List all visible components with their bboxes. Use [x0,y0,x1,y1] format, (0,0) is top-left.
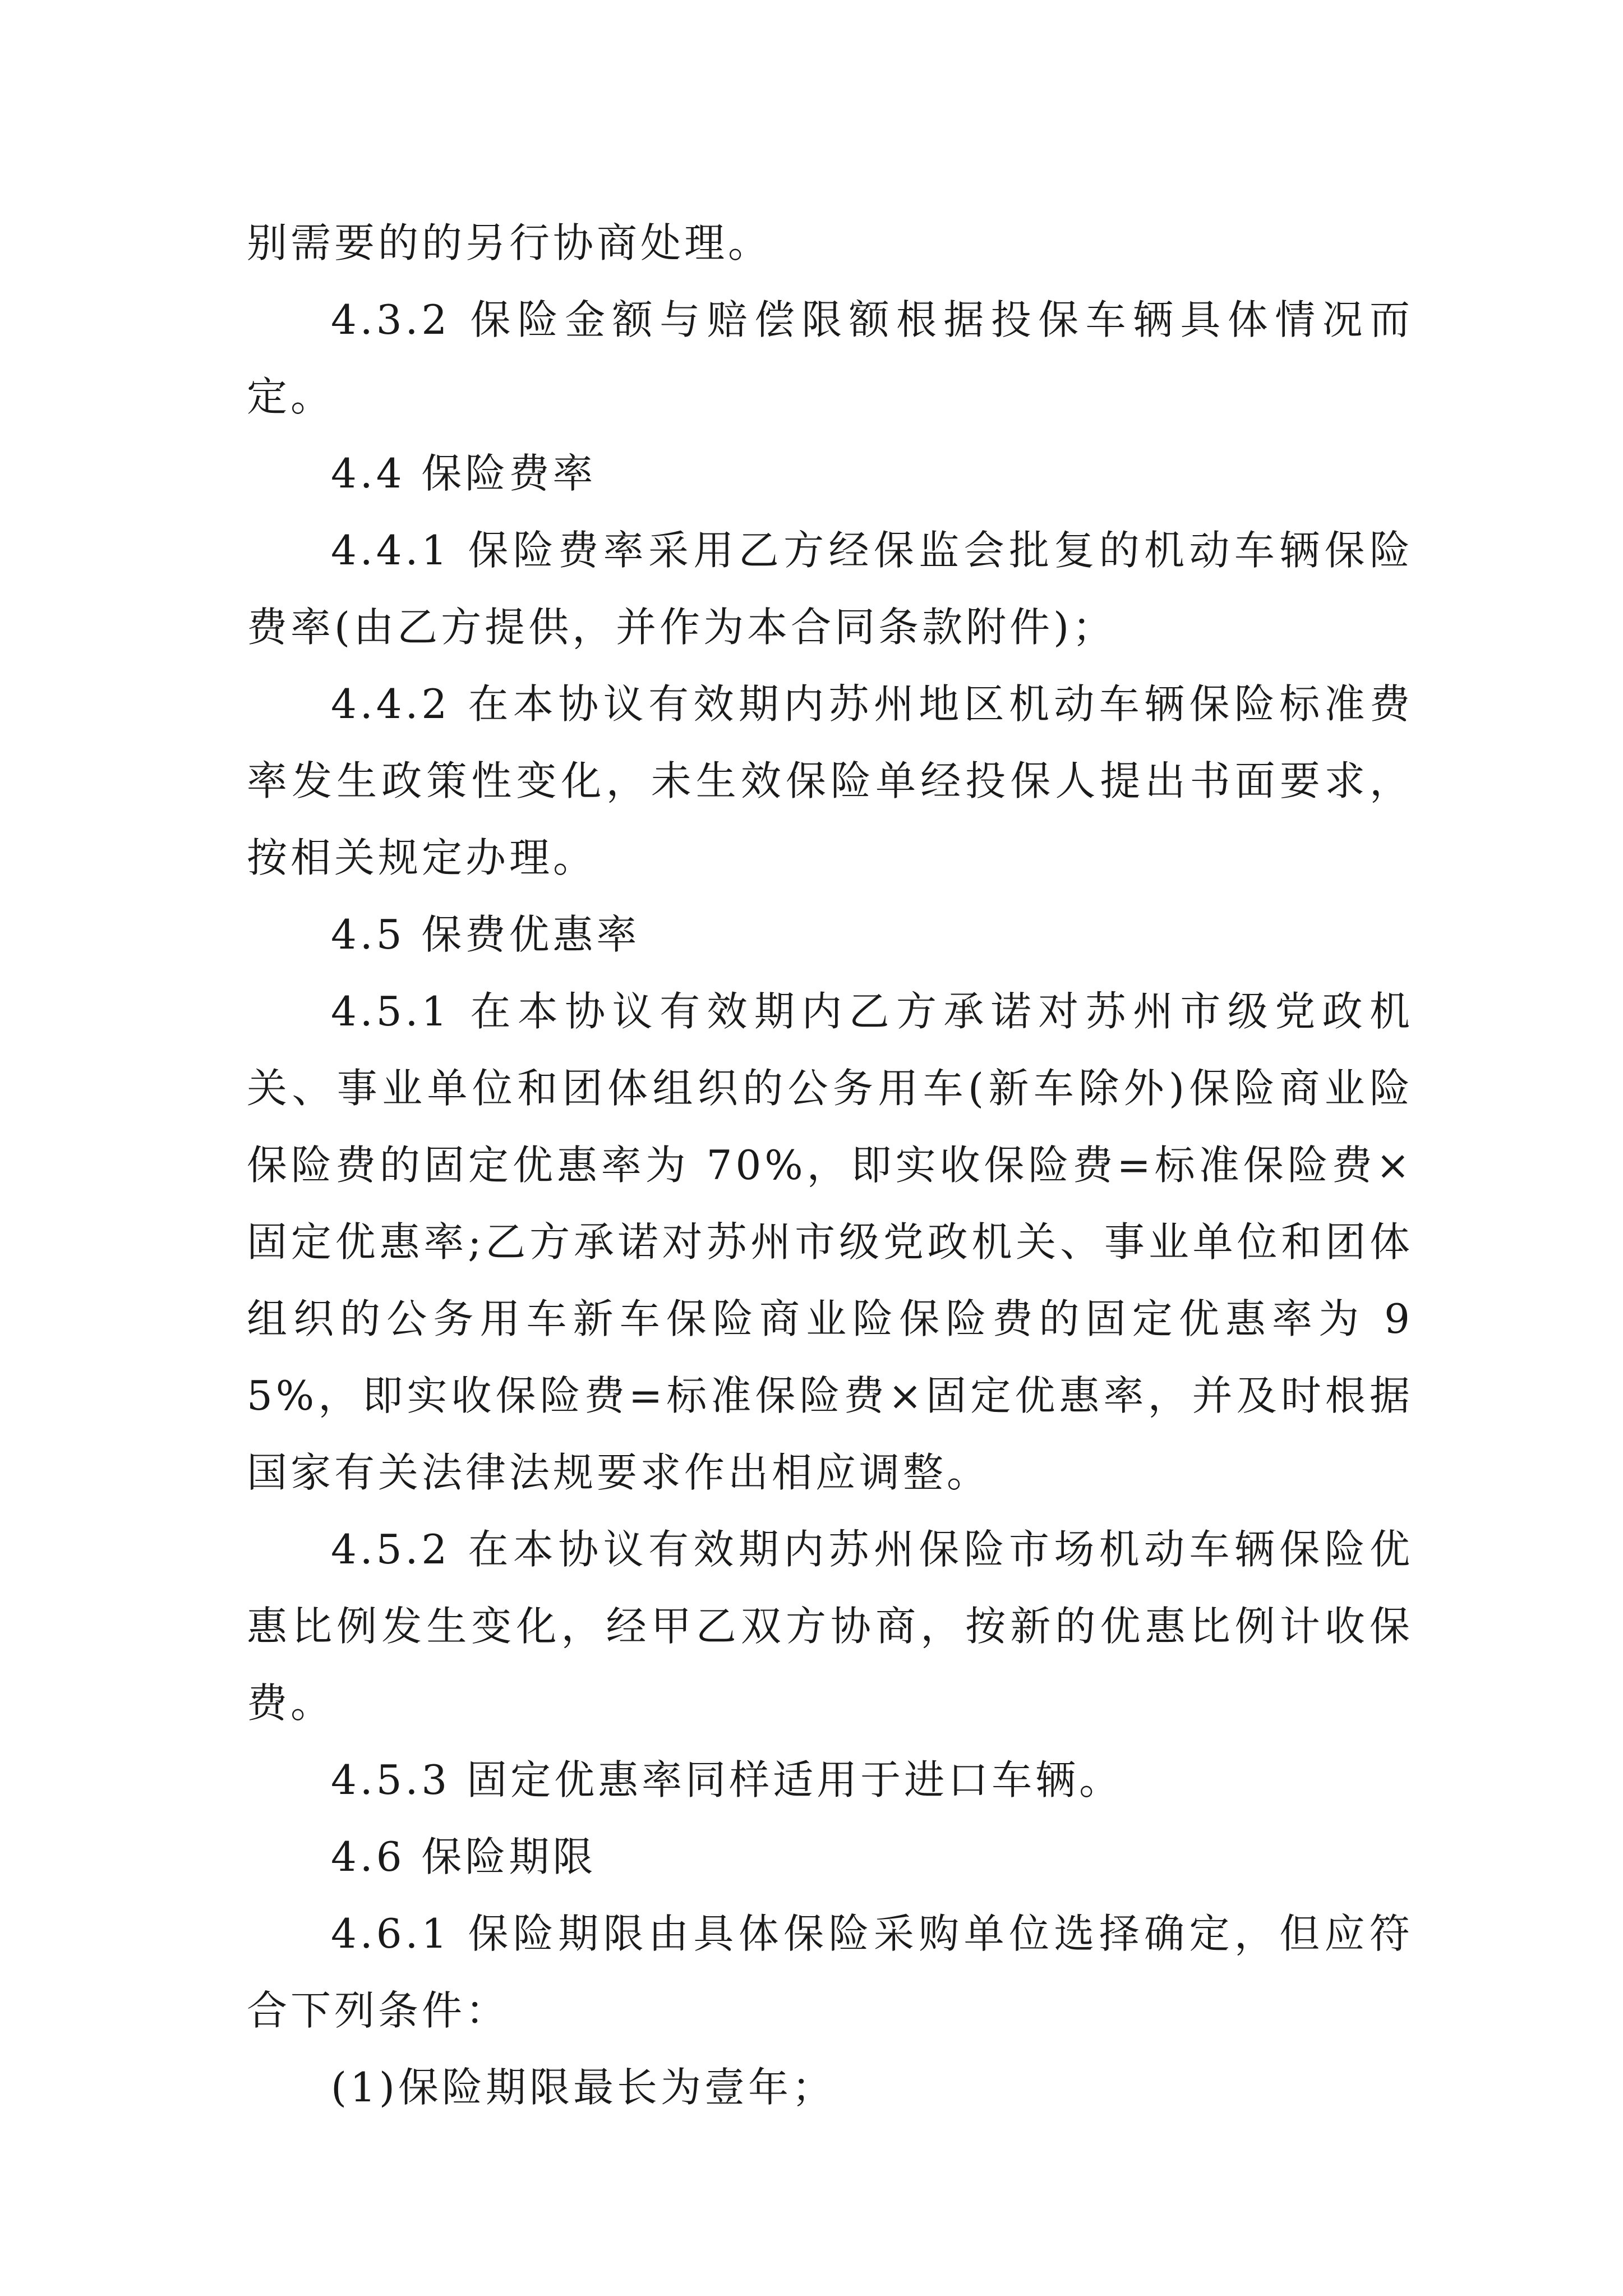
paragraph-4-3-2: 4.3.2 保险金额与赔偿限额根据投保车辆具体情况而定。 [247,296,1413,420]
paragraph-4-5-3: 4.5.3 固定优惠率同样适用于进口车辆。 [331,1756,1123,1803]
heading-4-4: 4.4 保险费率 [331,450,597,497]
paragraph-continuation: 别需要的的另行协商处理。 [247,219,772,266]
heading-4-5: 4.5 保费优惠率 [331,911,640,958]
paragraph-4-4-2: 4.4.2 在本协议有效期内苏州地区机动车辆保险标准费率发生政策性变化，未生效保险单经投保人提出书面要求，按相关规定办理。 [247,680,1413,881]
paragraph-4-4-1: 4.4.1 保险费率采用乙方经保监会批复的机动车辆保险费率(由乙方提供，并作为本合同条款附件)； [247,527,1413,651]
paragraph-4-5-2: 4.5.2 在本协议有效期内苏州保险市场机动车辆保险优惠比例发生变化，经甲乙双方协商，按新的优惠比例计收保费。 [247,1526,1413,1727]
list-item-1: (1)保险期限最长为壹年； [331,2064,836,2111]
heading-4-6: 4.6 保险期限 [331,1833,597,1880]
paragraph-4-6-1: 4.6.1 保险期限由具体保险采购单位选择确定，但应符合下列条件： [247,1910,1413,2034]
document-body [247,205,1413,2126]
paragraph-4-5-1: 4.5.1 在本协议有效期内乙方承诺对苏州市级党政机关、事业单位和团体组织的公务用车(新车除外)保险商业险保险费的固定优惠率为 70%，即实收保险费=标准保险费×固定优惠率;乙方承诺对苏州市级党政机关、事业单位和团体组织的公务用车新车保险商业险保险费的固定优惠率为 95%，即实收保险费=标准保险费×固定优惠率，并及时根据国家有关法律法规要求作出相应调整。 [247,988,1413,1496]
